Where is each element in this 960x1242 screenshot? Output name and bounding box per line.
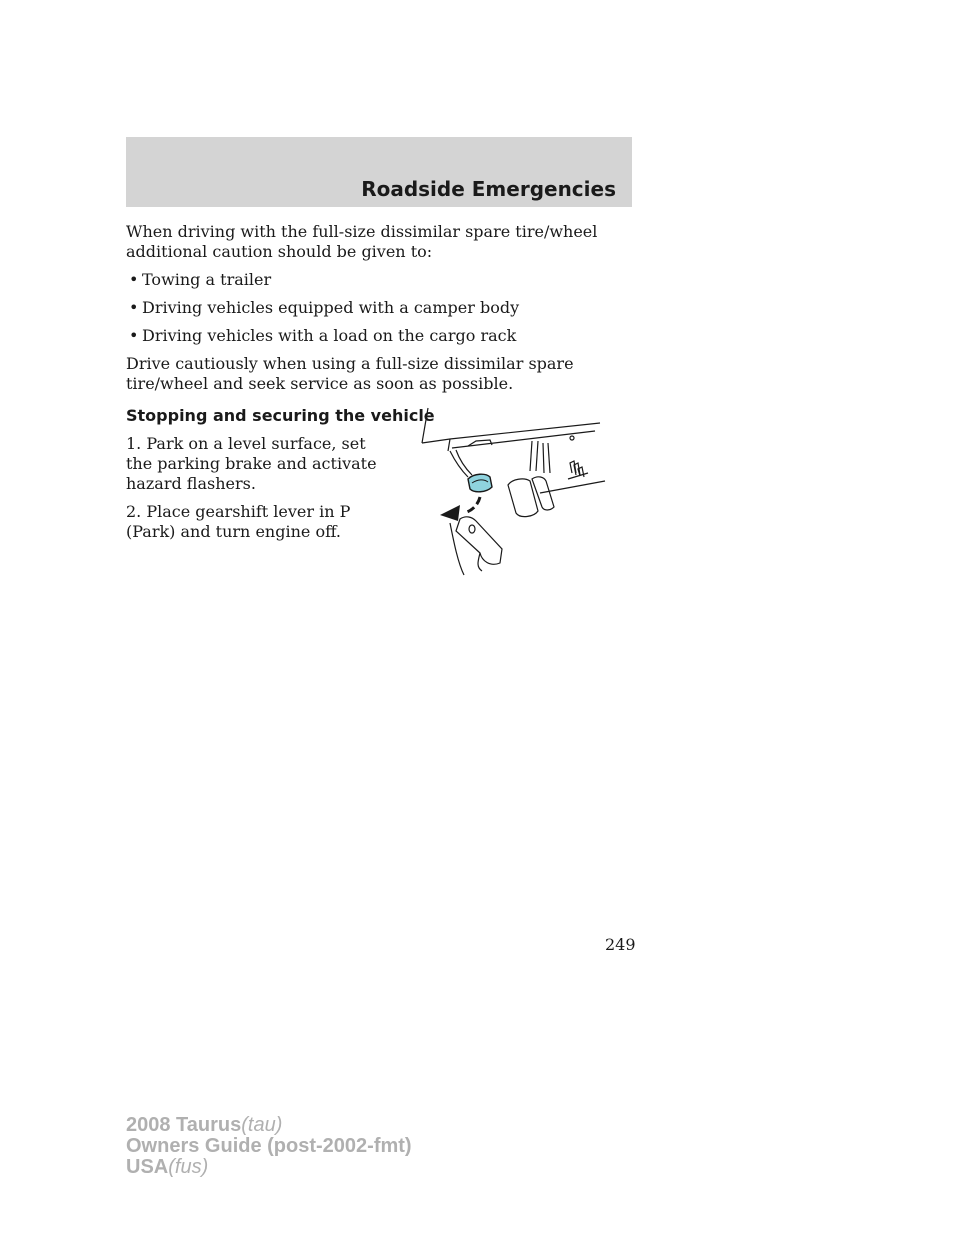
parking-brake-pedal-illustration bbox=[420, 403, 610, 578]
section-header-band bbox=[126, 137, 632, 207]
list-item: • Towing a trailer bbox=[126, 270, 636, 290]
caution-paragraph: Drive cautiously when using a full-size dissimilar spare tire/wheel and seek service as soon as possible. bbox=[126, 354, 574, 393]
caution-list bbox=[126, 270, 636, 346]
step-item: 1. Park on a level surface, set the parking brake and activate hazard flashers. bbox=[126, 434, 377, 493]
section-heading: Stopping and securing the vehicle bbox=[126, 406, 435, 425]
list-item: • Driving vehicles with a load on the cargo rack bbox=[126, 326, 636, 346]
parking-brake-pedal bbox=[468, 474, 492, 492]
page-number: 249 bbox=[605, 935, 636, 954]
list-item: • Driving vehicles equipped with a camper body bbox=[126, 298, 636, 318]
steps-list bbox=[126, 434, 396, 542]
document-footer bbox=[126, 1115, 412, 1178]
section-title: Roadside Emergencies bbox=[361, 177, 616, 201]
intro-paragraph: When driving with the full-size dissimilar spare tire/wheel additional caution should be given to: bbox=[126, 222, 598, 261]
footer-line-1: 2008 Taurus(tau) bbox=[126, 1114, 283, 1136]
footer-line-3: USA(fus) bbox=[126, 1156, 209, 1178]
footer-line-2: Owners Guide (post-2002-fmt) bbox=[126, 1135, 412, 1157]
direction-arrow-icon bbox=[440, 497, 480, 521]
step-item: 2. Place gearshift lever in P (Park) and turn engine off. bbox=[126, 502, 351, 541]
